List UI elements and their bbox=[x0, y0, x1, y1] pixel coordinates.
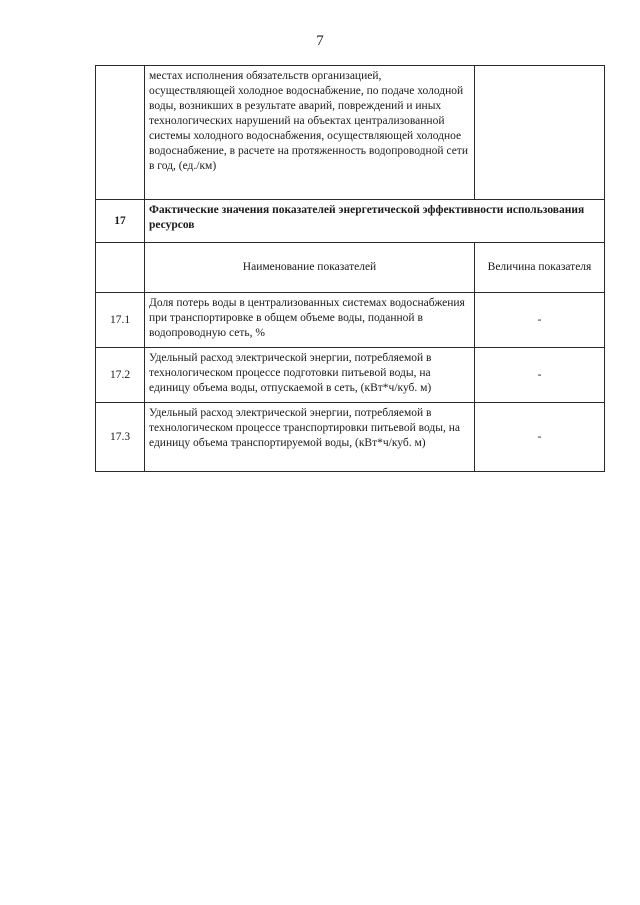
row-number: 17.2 bbox=[96, 348, 145, 403]
empty-cell bbox=[475, 66, 605, 200]
row-value: - bbox=[475, 403, 605, 472]
row-number: 17.3 bbox=[96, 403, 145, 472]
page-number: 7 bbox=[316, 33, 324, 49]
header-name-col: Наименование показателей bbox=[145, 243, 475, 293]
header-value-col: Величина показателя bbox=[475, 243, 605, 293]
continuation-text: местах исполнения обязательств организацией, осуществляющей холодное водоснабжение, по подаче холодной воды, возникших в результате аварий, повреждений и иных технологических нарушений на объектах централизованной системы холодного водоснабжения, осуществляющей холодное водоснабжение, в расчете на протяженность водопроводной сети в год, (ед./км) bbox=[145, 66, 475, 200]
table-row-continuation bbox=[96, 66, 605, 200]
row-value: - bbox=[475, 293, 605, 348]
table-row bbox=[96, 403, 605, 472]
indicators-table bbox=[95, 65, 605, 472]
empty-cell bbox=[96, 243, 145, 293]
section-title: Фактические значения показателей энергетической эффективности использования ресурсов bbox=[145, 200, 605, 243]
table-row-section bbox=[96, 200, 605, 243]
empty-cell bbox=[96, 66, 145, 200]
row-number: 17.1 bbox=[96, 293, 145, 348]
row-name: Удельный расход электрической энергии, потребляемой в технологическом процессе транспортировки питьевой воды, на единицу объема транспортируемой воды, (кВт*ч/куб. м) bbox=[145, 403, 475, 472]
row-value: - bbox=[475, 348, 605, 403]
row-name: Доля потерь воды в централизованных системах водоснабжения при транспортировке в общем объеме воды, поданной в водопроводную сеть, % bbox=[145, 293, 475, 348]
table-row bbox=[96, 293, 605, 348]
table-header-row bbox=[96, 243, 605, 293]
row-name: Удельный расход электрической энергии, потребляемой в технологическом процессе подготовки питьевой воды, на единицу объема воды, отпускаемой в сеть, (кВт*ч/куб. м) bbox=[145, 348, 475, 403]
table-row bbox=[96, 348, 605, 403]
section-number: 17 bbox=[96, 200, 145, 243]
